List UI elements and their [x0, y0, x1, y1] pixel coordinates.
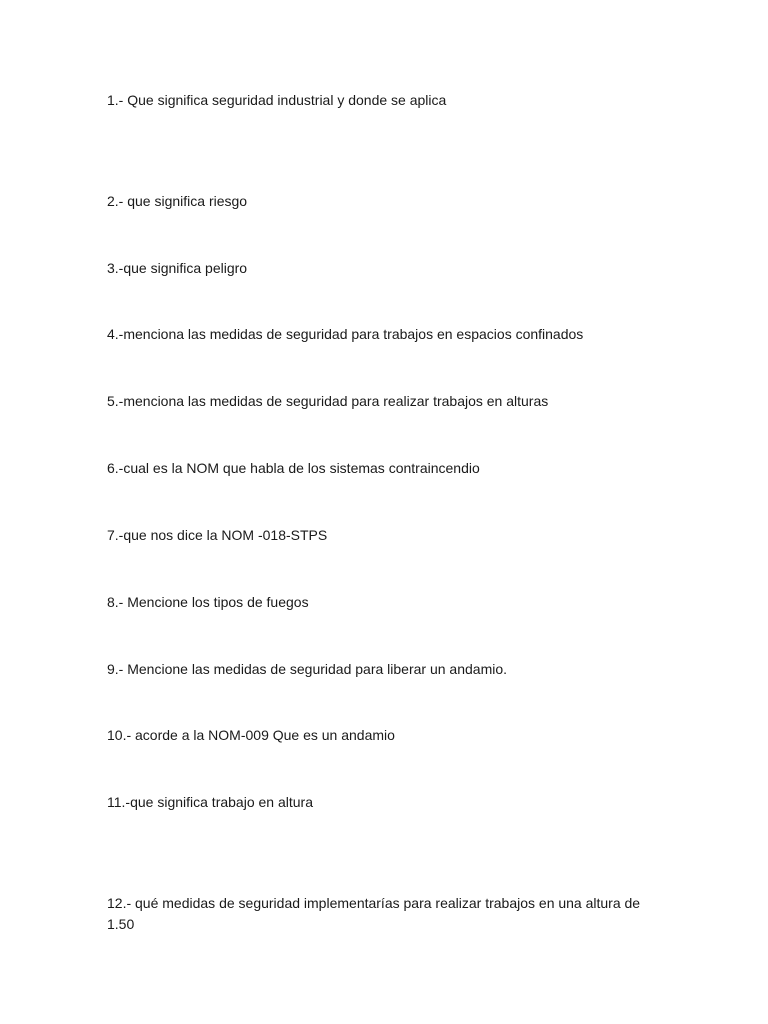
question-11: 11.-que significa trabajo en altura	[107, 794, 313, 810]
question-7: 7.-que nos dice la NOM -018-STPS	[107, 527, 328, 543]
question-8: 8.- Mencione los tipos de fuegos	[107, 594, 309, 610]
question-4: 4.-menciona las medidas de seguridad para trabajos en espacios confinados	[107, 326, 584, 342]
question-9: 9.- Mencione las medidas de seguridad para liberar un andamio.	[107, 661, 508, 677]
question-10: 10.- acorde a la NOM-009 Que es un andamio	[107, 727, 395, 743]
question-12: 12.- qué medidas de seguridad implementarías para realizar trabajos en una altura de 1.50	[107, 895, 641, 932]
question-3: 3.-que significa peligro	[107, 260, 248, 276]
question-6: 6.-cual es la NOM que habla de los sistemas contraincendio	[107, 460, 480, 476]
question-5: 5.-menciona las medidas de seguridad para realizar trabajos en alturas	[107, 393, 549, 409]
question-1: 1.- Que significa seguridad industrial y donde se aplica	[107, 92, 447, 108]
question-2: 2.- que significa riesgo	[107, 193, 248, 209]
